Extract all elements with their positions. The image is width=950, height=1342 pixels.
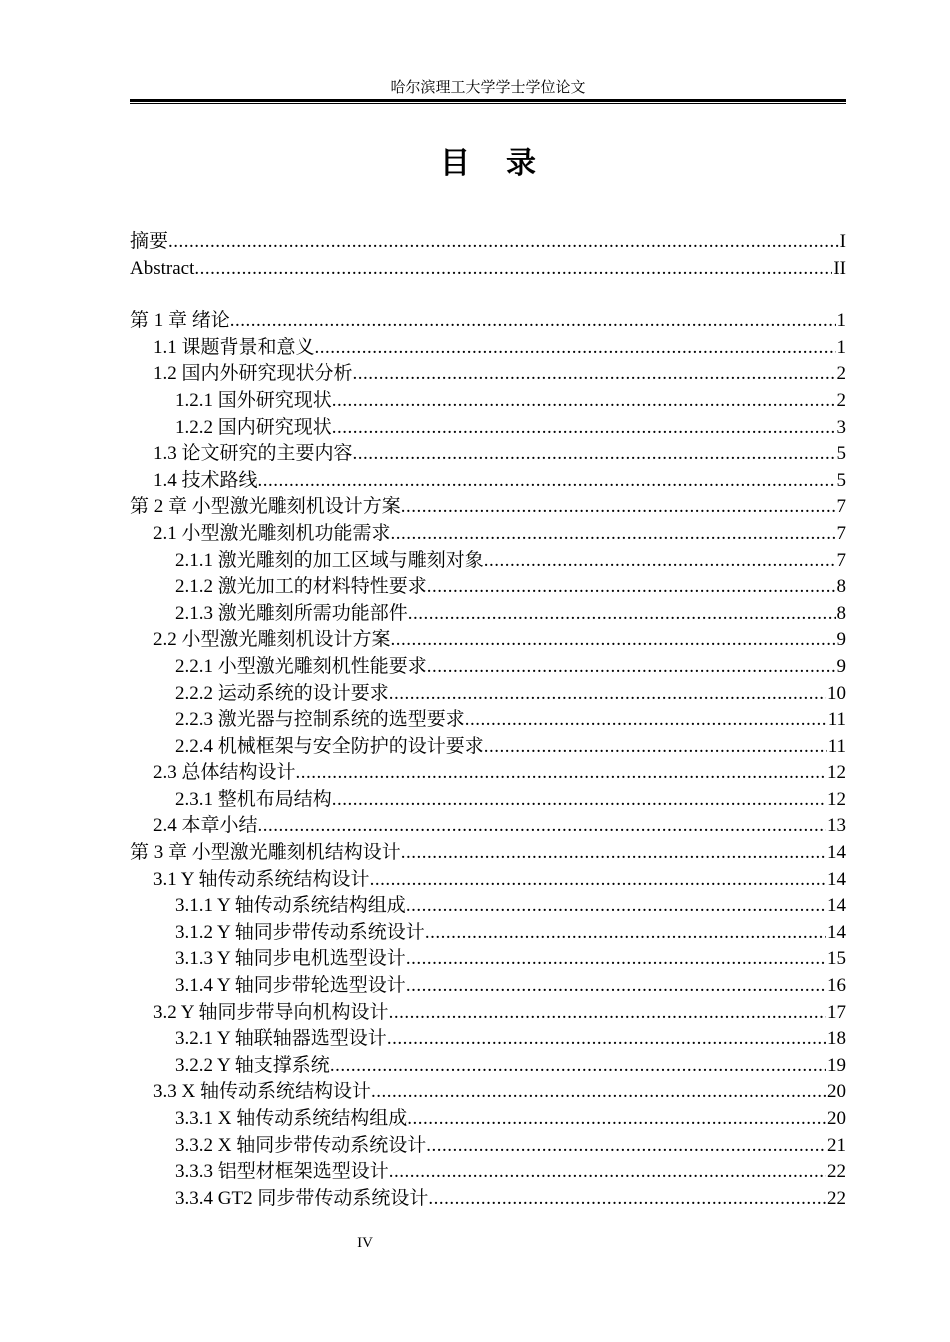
toc-entry[interactable] (130, 601, 846, 628)
toc-entry[interactable] (130, 760, 846, 787)
toc-entry-page: 13 (827, 815, 846, 837)
toc-entry-label: 2.1.3 激光雕刻所需功能部件 (175, 602, 408, 624)
toc-entry-label: 2.2.1 小型激光雕刻机性能要求 (175, 655, 427, 677)
toc-entry[interactable] (130, 893, 846, 920)
toc-entry-page: 2 (836, 389, 846, 411)
toc-entry-page: 22 (827, 1161, 846, 1183)
toc-leader-dots (389, 1000, 826, 1027)
toc-entry-page: 12 (827, 762, 846, 784)
toc-entry[interactable] (130, 494, 846, 521)
toc-entry-page: 19 (827, 1054, 846, 1076)
toc-entry[interactable] (130, 1133, 846, 1160)
toc-entry-label: 第 1 章 绪论 (130, 310, 230, 332)
toc-leader-dots (332, 388, 836, 415)
toc-leader-dots (465, 707, 827, 734)
toc-entry-label: 2.2 小型激光雕刻机设计方案 (153, 629, 391, 651)
toc-entry-page: 17 (827, 1001, 846, 1023)
toc-entry[interactable] (130, 335, 846, 362)
toc-entry-page: 20 (827, 1108, 846, 1129)
toc-entry-label: 3.3.2 X 轴同步带传动系统设计 (175, 1134, 427, 1156)
toc-leader-dots (484, 548, 836, 575)
toc-entry[interactable] (130, 681, 846, 708)
toc-entry-page: 7 (836, 496, 846, 518)
toc-entry-page: 7 (836, 522, 846, 544)
toc-entry-page: 10 (827, 682, 846, 704)
toc-entry-page: 21 (827, 1134, 846, 1156)
toc-entry[interactable] (130, 867, 846, 894)
toc-leader-dots (401, 840, 826, 867)
toc-leader-dots (427, 574, 836, 601)
toc-entry-label: 3.1.1 Y 轴传动系统结构组成 (175, 895, 406, 917)
toc-entry-page: 2 (836, 363, 846, 385)
toc-leader-dots (194, 256, 832, 283)
toc-entry[interactable] (130, 574, 846, 601)
toc-entry[interactable] (130, 787, 846, 814)
toc-entry[interactable] (130, 1106, 846, 1133)
toc-entry-label: 1.1 课题背景和意义 (153, 336, 315, 358)
toc-entry-label: 第 2 章 小型激光雕刻机设计方案 (130, 496, 401, 518)
toc-leader-dots (330, 1053, 826, 1080)
toc-entry-label: 3.1.4 Y 轴同步带轮选型设计 (175, 975, 406, 997)
header-rule (130, 99, 846, 104)
toc-entry[interactable] (130, 707, 846, 734)
toc-entry-label: 1.2 国内外研究现状分析 (153, 363, 353, 385)
toc-entry-label: 1.2.2 国内研究现状 (175, 416, 332, 438)
toc-leader-dots (353, 361, 836, 388)
toc-leader-dots (428, 1186, 826, 1213)
toc-entry-label: 3.3 X 轴传动系统结构设计 (153, 1081, 371, 1103)
toc-leader-dots (426, 1133, 826, 1160)
toc-entry[interactable] (130, 468, 846, 495)
toc-entry[interactable] (130, 308, 846, 335)
toc-entry[interactable] (130, 521, 846, 548)
toc-entry-label: 1.2.1 国外研究现状 (175, 389, 332, 411)
toc-entry-label: 3.2 Y 轴同步带导向机构设计 (153, 1001, 389, 1023)
toc-entry-label: 1.3 论文研究的主要内容 (153, 443, 353, 465)
toc-entry[interactable] (130, 256, 846, 283)
toc-entry-page: 16 (827, 975, 846, 997)
toc-entry[interactable] (130, 1000, 846, 1027)
toc-leader-dots (258, 813, 826, 840)
toc-leader-dots (427, 654, 836, 681)
toc-entry-label: 2.4 本章小结 (153, 815, 258, 837)
toc-entry[interactable] (130, 946, 846, 973)
page-title: 目录 (440, 147, 572, 180)
toc-entry-page: 5 (836, 443, 846, 465)
toc-entry-label: 3.1.2 Y 轴同步带传动系统设计 (175, 921, 425, 943)
toc-entry-page: 15 (827, 948, 846, 970)
toc-leader-dots (370, 867, 826, 894)
toc-leader-dots (371, 1079, 826, 1106)
toc-entry-label: 3.3.1 X 轴传动系统结构组成 (175, 1108, 408, 1129)
toc-entry[interactable] (130, 1026, 846, 1053)
toc-entry[interactable] (130, 920, 846, 947)
toc-entry-page: 1 (836, 336, 846, 358)
toc-leader-dots (315, 335, 836, 362)
toc-entry-label: 2.1.1 激光雕刻的加工区域与雕刻对象 (175, 549, 484, 571)
toc-entry[interactable] (130, 1053, 846, 1080)
toc-entry-label: 3.1 Y 轴传动系统结构设计 (153, 868, 370, 890)
toc-entry-page: 7 (836, 549, 846, 571)
toc-entry-label: 2.2.3 激光器与控制系统的选型要求 (175, 709, 465, 731)
toc-entry-page: I (839, 231, 846, 252)
toc-leader-dots (406, 893, 826, 920)
toc-entry-label: 3.1.3 Y 轴同步电机选型设计 (175, 948, 406, 970)
toc-entry-page: 14 (827, 921, 846, 943)
toc-leader-dots (391, 627, 836, 654)
toc-entry[interactable] (130, 973, 846, 1000)
toc-entry-label: 1.4 技术路线 (153, 469, 258, 491)
toc-entry-label: 2.1.2 激光加工的材料特性要求 (175, 576, 427, 598)
toc-entry-page: 18 (827, 1028, 846, 1050)
toc-leader-dots (484, 734, 827, 761)
toc-entry[interactable] (130, 361, 846, 388)
toc-leader-dots (387, 1026, 826, 1053)
toc-entry-page: 14 (827, 842, 846, 864)
toc-entry-label: 2.3 总体结构设计 (153, 762, 296, 784)
toc-entry-label: 2.2.4 机械框架与安全防护的设计要求 (175, 735, 484, 757)
toc-entry-page: 12 (827, 788, 846, 810)
toc-entry-label: 2.3.1 整机布局结构 (175, 788, 332, 810)
toc-leader-dots (425, 920, 826, 947)
table-of-contents (130, 229, 846, 1212)
toc-entry-page: 11 (827, 735, 846, 757)
toc-entry[interactable] (130, 388, 846, 415)
toc-entry-label: 第 3 章 小型激光雕刻机结构设计 (130, 842, 401, 864)
toc-entry-page: 3 (836, 416, 846, 438)
toc-entry-label: 2.2.2 运动系统的设计要求 (175, 682, 389, 704)
toc-leader-dots (230, 308, 836, 335)
toc-leader-dots (332, 415, 836, 442)
toc-entry[interactable] (130, 654, 846, 681)
toc-entry[interactable] (130, 229, 846, 256)
toc-entry-page: 8 (836, 602, 846, 624)
toc-entry-label: 3.2.2 Y 轴支撑系统 (175, 1054, 330, 1076)
toc-leader-dots (389, 1159, 826, 1186)
toc-entry[interactable] (130, 627, 846, 654)
toc-entry-label: 摘要 (130, 231, 169, 252)
toc-entry-page: II (833, 257, 846, 279)
toc-leader-dots (408, 601, 836, 628)
toc-entry[interactable] (130, 548, 846, 575)
page-number: IV (357, 1235, 373, 1251)
toc-leader-dots (391, 521, 836, 548)
toc-leader-dots (353, 441, 836, 468)
toc-entry-label: 3.2.1 Y 轴联轴器选型设计 (175, 1028, 387, 1050)
toc-entry[interactable] (130, 1079, 846, 1106)
toc-entry-page: 22 (827, 1187, 846, 1209)
toc-entry[interactable] (130, 441, 846, 468)
toc-entry-page: 11 (827, 709, 846, 731)
running-header: 哈尔滨理工大学学士学位论文 (390, 80, 586, 96)
toc-entry[interactable] (130, 813, 846, 840)
toc-entry-page: 9 (836, 629, 846, 651)
toc-entry-label: 3.3.4 GT2 同步带传动系统设计 (175, 1187, 429, 1209)
toc-leader-dots (406, 973, 826, 1000)
toc-entry[interactable] (130, 840, 846, 867)
toc-entry-label: 3.3.3 铝型材框架选型设计 (175, 1161, 389, 1183)
toc-entry-label: 2.1 小型激光雕刻机功能需求 (153, 522, 391, 544)
toc-entry-label: Abstract (130, 257, 195, 279)
toc-entry-page: 5 (836, 469, 846, 491)
toc-leader-dots (168, 229, 839, 256)
toc-entry-page: 14 (827, 895, 846, 917)
toc-entry[interactable] (130, 1159, 846, 1186)
toc-entry-page: 14 (827, 868, 846, 890)
toc-leader-dots (332, 787, 826, 814)
toc-entry-page: 20 (827, 1081, 846, 1103)
toc-entry[interactable] (130, 734, 846, 761)
toc-leader-dots (406, 946, 826, 973)
toc-entry-page: 1 (836, 310, 846, 332)
toc-leader-dots (258, 468, 836, 495)
toc-entry-page: 8 (836, 576, 846, 598)
toc-leader-dots (389, 681, 826, 708)
toc-entry-page: 9 (836, 655, 846, 677)
toc-entry[interactable] (130, 415, 846, 442)
toc-entry[interactable] (130, 1186, 846, 1213)
toc-leader-dots (401, 494, 836, 521)
toc-leader-dots (296, 760, 826, 787)
toc-leader-dots (407, 1106, 826, 1133)
